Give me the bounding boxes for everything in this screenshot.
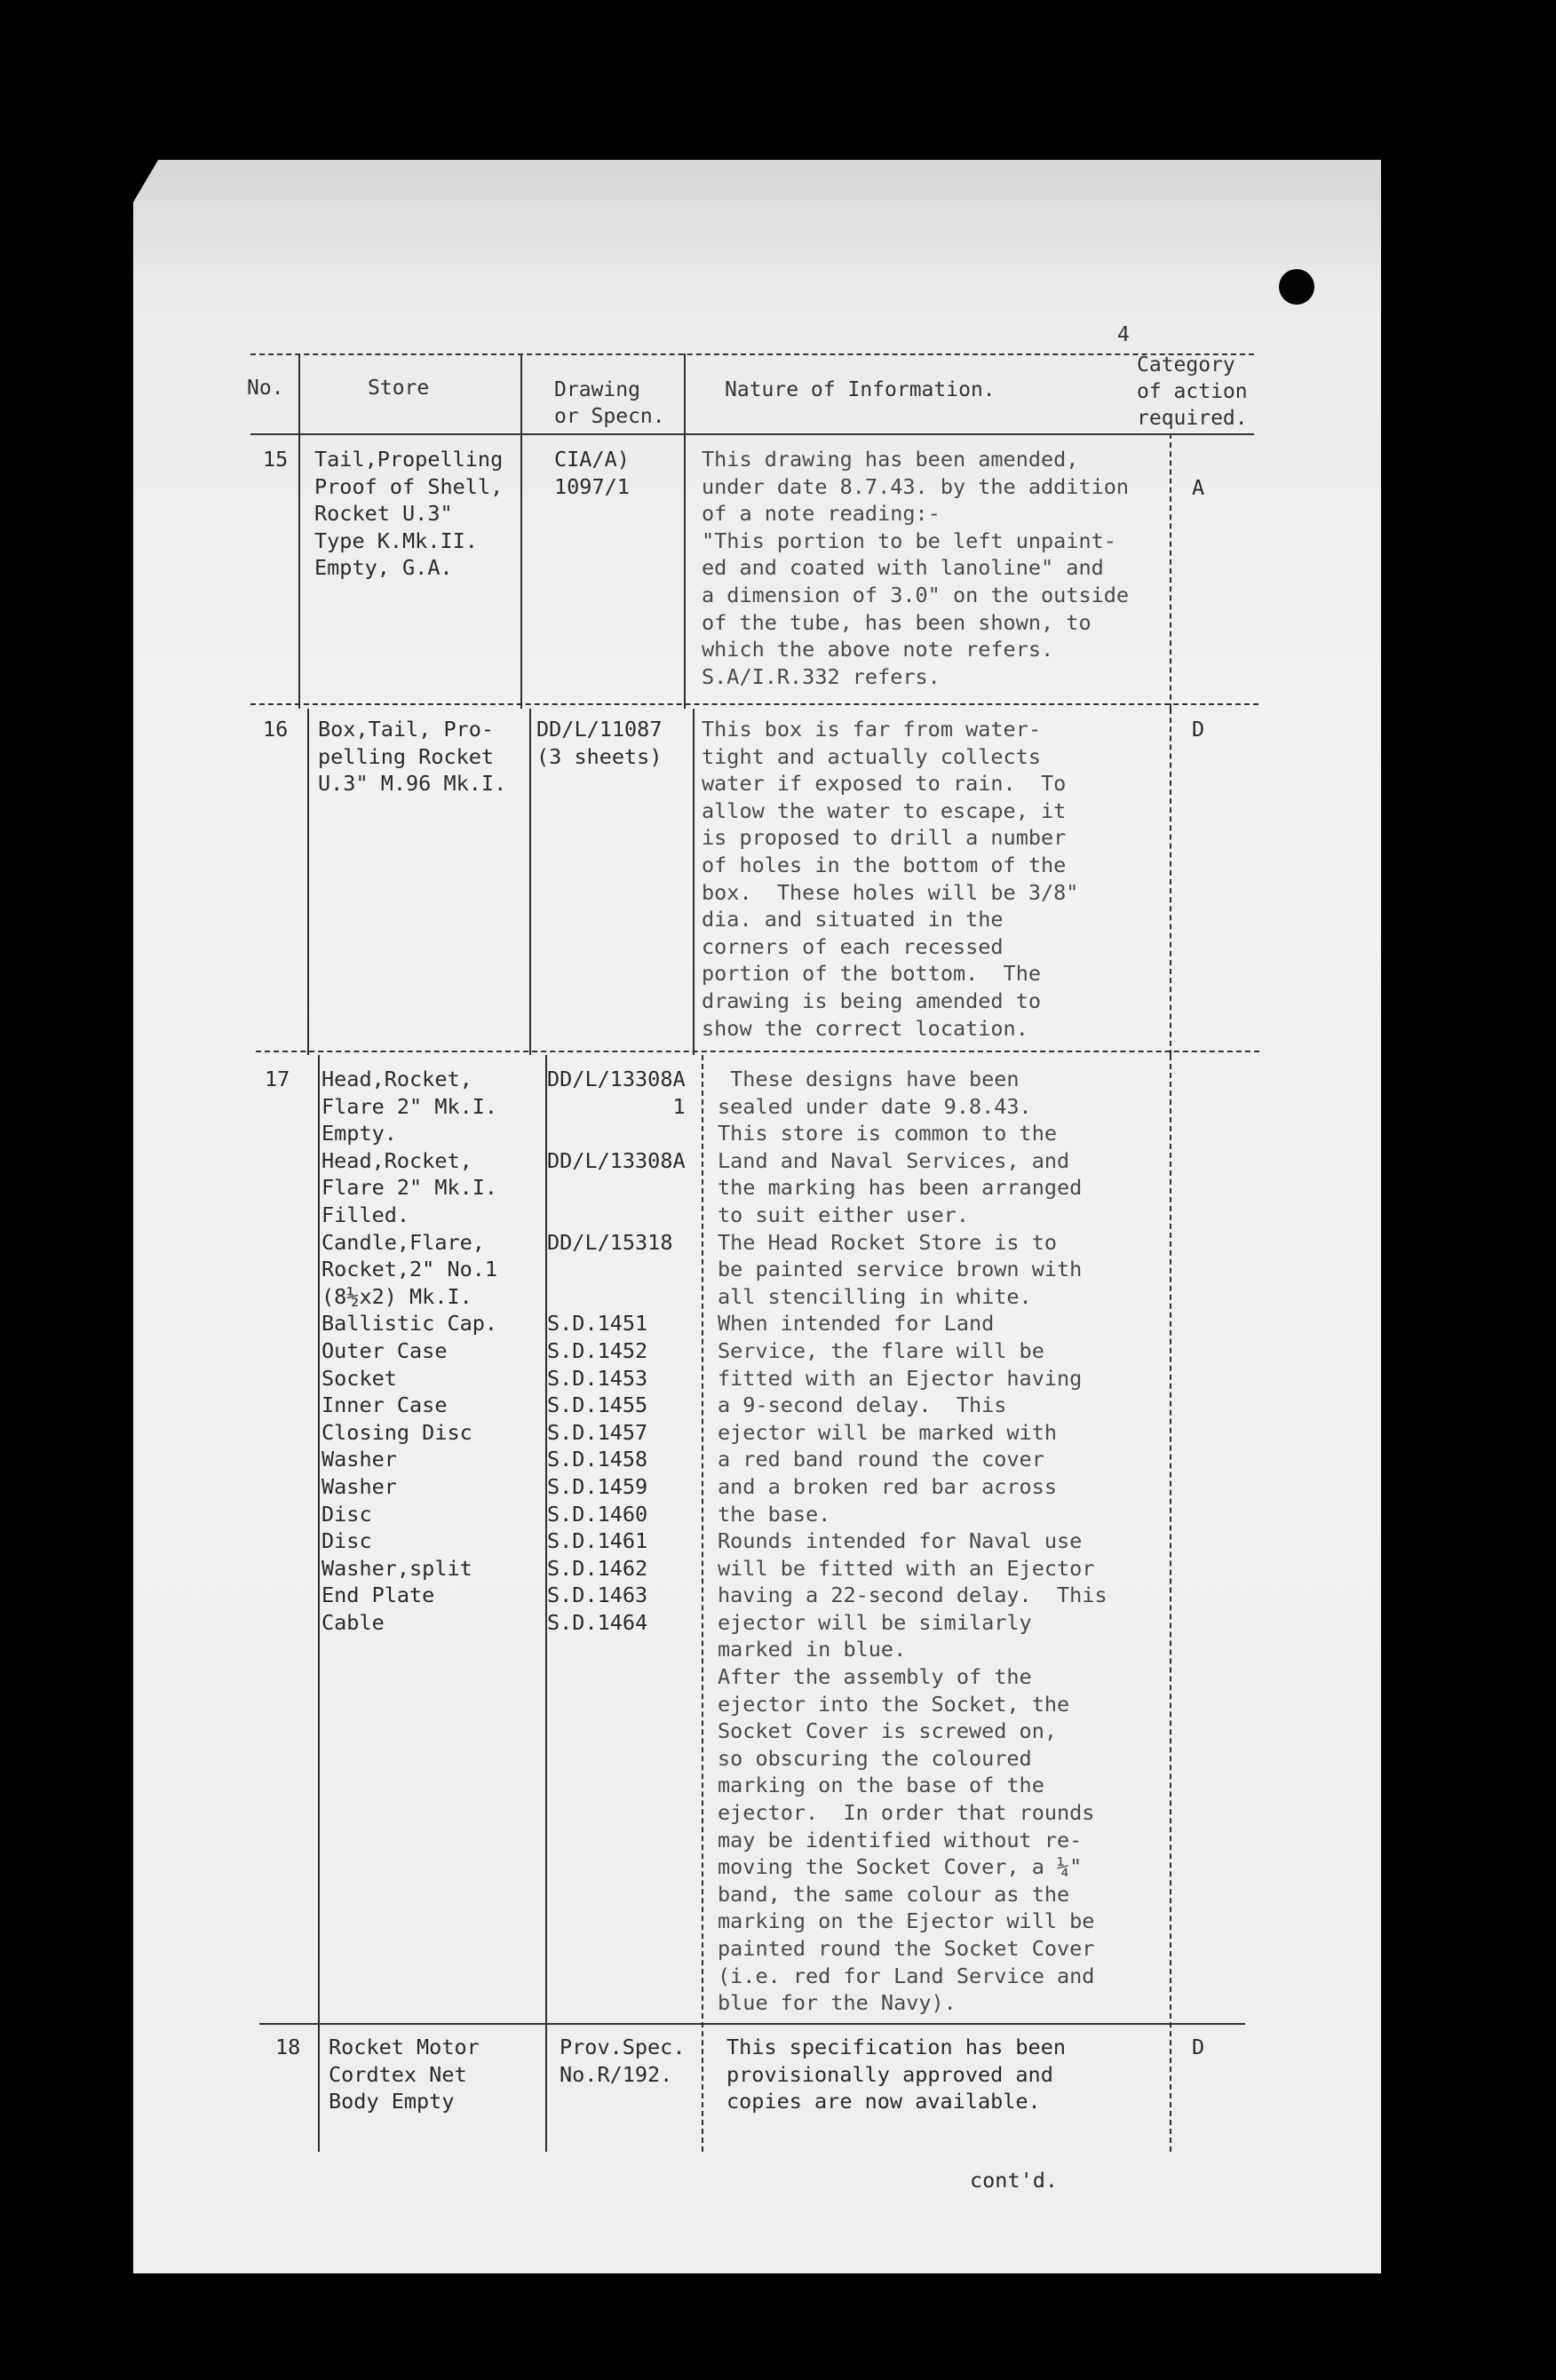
row-15-drawing: CIA/A) 1097/1 (554, 447, 630, 499)
column-rule-no-17 (318, 1055, 320, 2152)
row-15-store: Tail,Propelling Proof of Shell, Rocket U.3" Type K.Mk.II. Empty, G.A. (314, 447, 504, 581)
row-17-no: 17 (265, 1067, 290, 1091)
table-top-rule (250, 353, 1254, 355)
header-nature: Nature of Information. (725, 378, 996, 401)
row-18-store: Rocket Motor Cordtex Net Body Empty (329, 2035, 480, 2114)
column-rule-drawing-16 (693, 709, 695, 1055)
row-18-drawing: Prov.Spec. No.R/192. (560, 2035, 686, 2087)
header-store: Store (368, 377, 430, 400)
row-16-bottom-rule (256, 1051, 1259, 1052)
row-16-nature: This box is far from water- tight and actually collects water if exposed to rain. To allow the water to escape, it is proposed to drill a number of holes in the bottom of the box. These holes will be 3/8" dia. and situated in the corners of each recessed portion of the bottom. The drawing is being amended to show the correct location. (702, 717, 1079, 1041)
row-18-no: 18 (275, 2035, 301, 2059)
column-rule-drawing-17 (702, 1055, 703, 2152)
column-rule-store (520, 353, 522, 709)
page-number: 4 (1117, 323, 1130, 346)
header-bottom-rule (250, 433, 1254, 435)
column-rule-store-16 (529, 709, 531, 1055)
punch-hole (1279, 269, 1314, 305)
column-rule-no (298, 353, 300, 709)
row-15-bottom-rule (250, 703, 1258, 705)
row-16-no: 16 (263, 717, 289, 742)
column-rule-no-16 (307, 709, 309, 1055)
header-no: No. (247, 377, 284, 400)
column-rule-nature-17 (1170, 1055, 1171, 2152)
continued-note: cont'd. (970, 2168, 1059, 2193)
row-17-nature: These designs have been sealed under date 9.8.43. This store is common to the Land and Naval Services, and the marking has been arranged to suit either user. The Head Rocket Store is to be painted service brown with all stencilling in white. When intended for Land Service, the flare will be fitted with an Ejector having a 9-second delay. This ejector will be marked with a red band round the cover and a broken red bar across the base. Rounds intended for Naval use will be fitted with an Ejector having a 22-second delay. This ejector will be similarly marked in blue. After the assembly of the ejector into the Socket, the Socket Cover is screwed on, so obscuring the coloured marking on the base of the ejector. In order that rounds may be identified without re- moving the Socket Cover, a ¼" band, the same colour as the marking on the Ejector will be painted round the Socket Cover (i.e. red for Land Service and blue for the Navy). (718, 1067, 1107, 2016)
column-rule-nature (1170, 433, 1171, 709)
row-15-category: A (1192, 475, 1205, 500)
column-rule-nature-16 (1170, 709, 1171, 1055)
column-rule-drawing (684, 353, 686, 709)
row-16-category: D (1192, 717, 1205, 742)
row-18-category: D (1192, 2035, 1205, 2059)
row-16-drawing: DD/L/11087 (3 sheets) (536, 717, 663, 769)
row-15-no: 15 (263, 447, 289, 472)
header-drawing: Drawing or Specn. (554, 378, 665, 428)
row-17-drawing: DD/L/13308A 1 DD/L/13308A DD/L/15318 S.D.1451 S.D.1452 S.D.1453 S.D.1455 S.D.1457 S.D.1458 S.D.1459 S.D.1460 S.D.1461 S.D.1462 S.D.1463 S.D.1464 (547, 1067, 686, 1635)
header-category: Category of action required. (1137, 353, 1248, 430)
row-18-nature: This specification has been provisionally approved and copies are now available. (726, 2035, 1067, 2114)
row-17-store: Head,Rocket, Flare 2" Mk.I. Empty. Head,Rocket, Flare 2" Mk.I. Filled. Candle,Flare, Rocket,2" No.1 (8½x2) Mk.I. Ballistic Cap. Outer Case Socket Inner Case Closing Disc Washer Washer Disc Disc Washer,split End Plate Cable (322, 1067, 498, 1635)
row-17-bottom-rule (259, 2023, 1245, 2025)
row-15-nature: This drawing has been amended, under date 8.7.43. by the addition of a note reading:- "This portion to be left unpaint- ed and coated with lanoline" and a dimension of 3.0" on the outside of the tube, has been shown, to which the above note refers. S.A/I.R.332 refers. (702, 447, 1130, 689)
row-16-store: Box,Tail, Pro- pelling Rocket U.3" M.96 Mk.I. (318, 717, 507, 797)
